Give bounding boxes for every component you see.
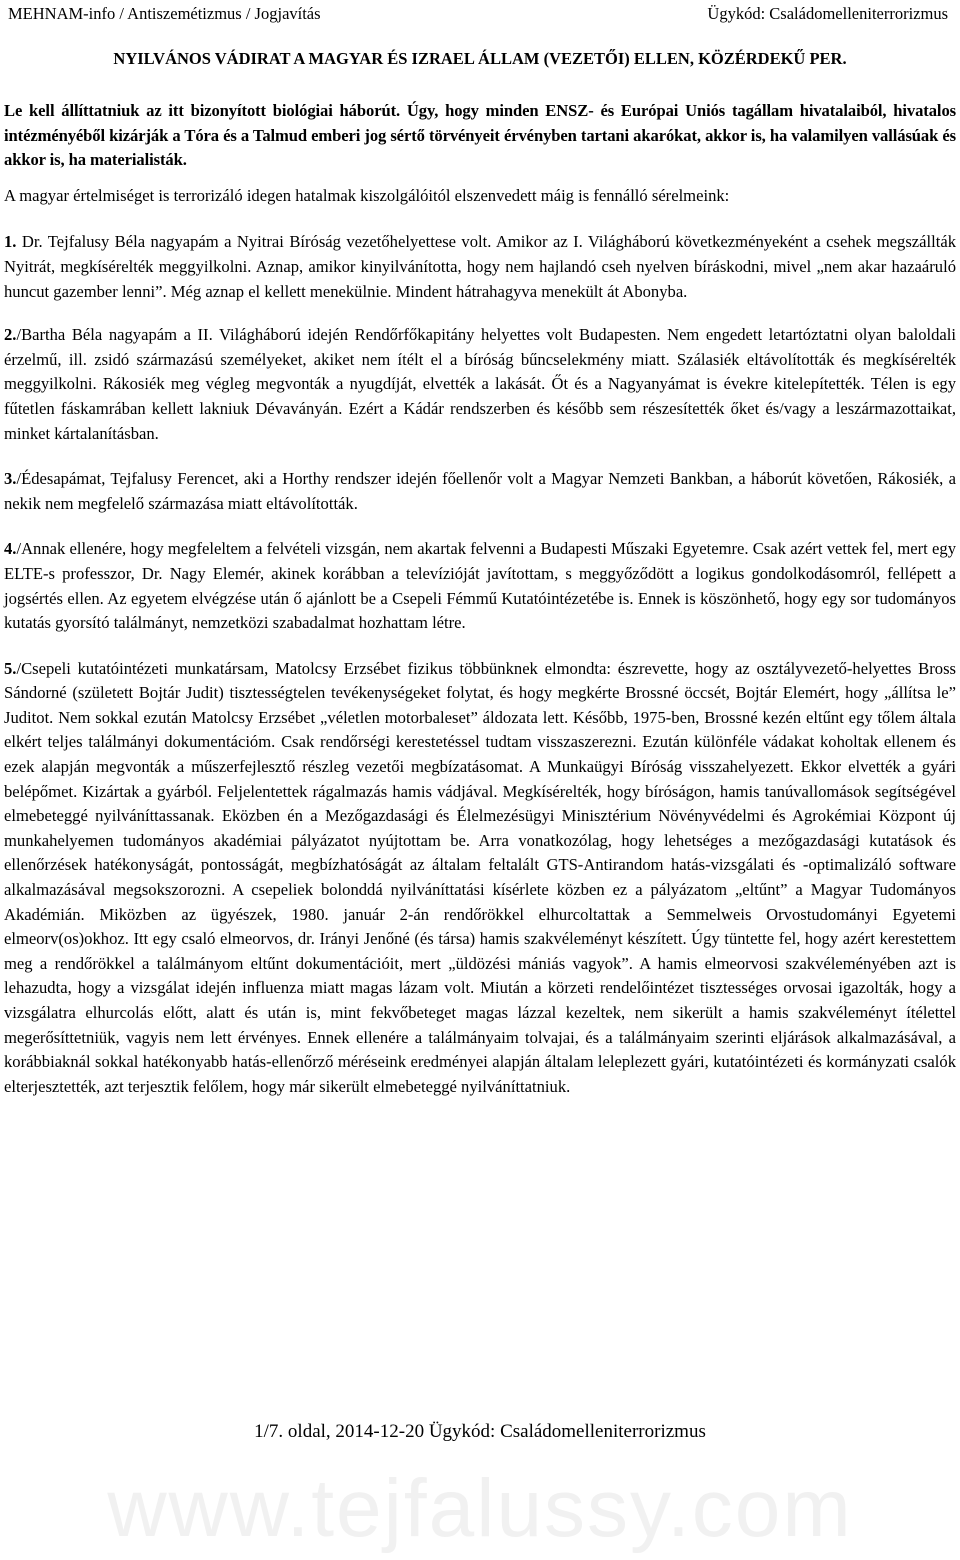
item-text: /Annak ellenére, hogy megfeleltem a felvételi vizsgán, nem akartak felvenni a Budapesti Műszaki Egyetemre. Csak azért vettek fel, mert egy ELTE-s professzor, Dr. Nagy Elemér, akinek korábban a televízióját javítottam, s meggyőződött a logikus gondolkodásomról, fellépett a jogsértés ellen. Az egyetem elvégzése után ő ajánlott be a Csepeli Fémmű Kutatóintézetébe is. Ennek is köszönhető, hogy egy sor tudományos kutatás gyorsító találmányt, nemzetközi szabadalmat hozhattam létre. (4, 539, 956, 633)
intro-bold-paragraph: Le kell állíttatniuk az itt bizonyított biológiai háborút. Úgy, hogy minden ENSZ- és Európai Uniós tagállam hivatalaiból, hivatalos intézményéből kizárják a Tóra és a Talmud emberi jog sértő törvényeit érvényben tartani akarókat, akkor is, ha valamilyen vallásúak és akkor is, ha materialisták. (4, 101, 956, 170)
intro-paragraph: A magyar értelmiséget is terrorizáló idegen hatalmak kiszolgálóitól elszenvedett máig is fennálló sérelmeink: (4, 185, 730, 205)
header-case-code: Ügykód: Családomelleniterrorizmus (707, 4, 948, 23)
page-footer: 1/7. oldal, 2014-12-20 Ügykód: Családomelleniterrorizmus (254, 1421, 706, 1442)
grievance-item-4 (4, 537, 956, 635)
grievance-item-2 (4, 323, 956, 446)
watermark-text: www.tejfalussy.com (107, 1463, 853, 1554)
item-number: 5. (4, 658, 17, 678)
grievance-item-5 (4, 657, 956, 1100)
item-number: 1. (4, 232, 17, 252)
document-body (4, 99, 956, 1099)
item-number: 4. (4, 539, 17, 559)
item-text: /Csepeli kutatóintézeti munkatársam, Matolcsy Erzsébet fizikus többünknek elmondta: észrevette, hogy az osztályvezető-helyettes Bross Sándorné (született Bojtár Judit) tisztességtelen tevékenységeket folytat, és hogy megkérte Brossné öccsét, Bojtár Elemért, hogy „állítsa le” Juditot. Nem sokkal ezután Matolcsy Erzsébet „véletlen motorbaleset” áldozata lett. Később, 1975-ben, Brossné kezén eltűnt egy tőlem általa elkért teljes találmányi dokumentációm. Csak rendőrségi kerestetéssel tudtam visszaszerezni. Ezután különféle vádakat koholtak ellenem és ezek alapján megvonták a műszerfejlesztő részleg vezetői megbízatásomat. A Munkaügyi Bíróság visszahelyezett. Ekkor elvették a gyári belépőmet. Kizártak a gyárból. Feljelentettek rágalmazás hamis vádjával. Megkísérelték, hogy bíróságon, hamis tanúvallomások segítségével elmebeteggé nyilváníttassanak. Eközben én a Mezőgazdasági és Élelmezésügyi Minisztérium Növényvédelmi és Agrokémiai Központ új munkahelyemen tudományos akadémiai pályázatot nyújtottam be. Arra vonatkozólag, hogy lehetséges a mezőgazdasági kutatások és ellenőrzések hatékonyságát, pontosságát, megbízhatóságát az általam feltalált GTS-Antirandom hatás-vizsgálati és -optimalizáló software alkalmazásával megsokszorozni. A csepeliek bolonddá nyilváníttatási kísérlete közben ez a pályázatom „eltűnt” a Magyar Tudományos Akadémián. Miközben az ügyészek, 1980. január 2-án rendőrökkel elhurcoltattak a Semmelweis Orvostudományi Egyetemi elmeorv(os)okhoz. Itt egy csaló elmeorvos, dr. Irányi Jenőné (és társa) hamis szakvéleményt készített. Úgy tüntette fel, hogy azért kerestettem meg a rendőrökkel a találmányom eltűnt dokumentációit, mert „üldözési mániás vagyok”. A hamis elmeorvosi szakvéleményében azt is lehazudta, hogy a vizsgálat idején influenza miatt magas lázam volt. Miután a körzeti rendelőintézet tisztességes orvosai igazolták, hogy a vizsgálatra elhurcolás előtt, alatt és után is, mint fekvőbeteget magas lázzal kezeltek, nem sikerült a hamis szakvéleményt ítélettel megerősíttetniük, vagyis nem lett érvényes. Ennek ellenére a találmányaim tolvajai, és a találmányaim szerinti eljárások alkalmazásával, a korábbiaknál sokkal hatékonyabb hatás-ellenőrző méréseink eredményei alapján általam leleplezett gyári, kutatóintézeti és kormányzati csalók elterjesztették, azt terjesztik felőlem, hogy már sikerült elmebeteggé nyilváníttatniuk. (4, 658, 956, 1096)
item-text: /Bartha Béla nagyapám a II. Világháború idején Rendőrfőkapitány helyettes volt Budapesten. Nem engedett letartóztatni olyan baloldali érzelmű, ill. zsidó származású személyeket, akiket nem ítélt el a bíróság bűncselekmény miatt. Szálasiék eltávolították és megkísérelték meggyilkolni. Rákosiék meg végleg megvonták a nyugdíját, elvették a lakását. Őt és a Nagyanyámat is évekre kitelepítették. Télen is egy fűtetlen fáskamrában kellett lakniuk Dévaványán. Ezért a Kádár rendszerben és később sem részesítették őket és/vagy a leszármazottaikat, minket kártalanításban. (4, 325, 956, 443)
item-number: 3. (4, 469, 17, 489)
header-left-text: MEHNAM-info / Antiszemétizmus / Jogjavítás (8, 4, 321, 23)
grievance-item-1 (4, 230, 956, 304)
page-header (8, 4, 948, 26)
document-title: NYILVÁNOS VÁDIRAT A MAGYAR ÉS IZRAEL ÁLLAM (VEZETŐI) ELLEN, KÖZÉRDEKŰ PER. (113, 49, 847, 68)
item-text: Dr. Tejfalusy Béla nagyapám a Nyitrai Bíróság vezetőhelyettese volt. Amikor az I. Világháború következményeként a csehek megszállták Nyitrát, megkísérelték meggyilkolni. Aznap, amikor kinyilvánította, hogy nem hajlandó cseh nyelven bíráskodni, mivel „nem akar hazaáruló huncut gazember lenni”. Még aznap el kellett menekülnie. Mindent hátrahagyva menekült át Abonyba. (4, 232, 956, 301)
item-number: 2. (4, 325, 17, 345)
grievance-item-3 (4, 467, 956, 516)
item-text: /Édesapámat, Tejfalusy Ferencet, aki a Horthy rendszer idején főellenőr volt a Magyar Nemzeti Bankban, a háborút követően, Rákosiék, a nekik nem megfelelő származása miatt eltávolították. (4, 469, 956, 513)
